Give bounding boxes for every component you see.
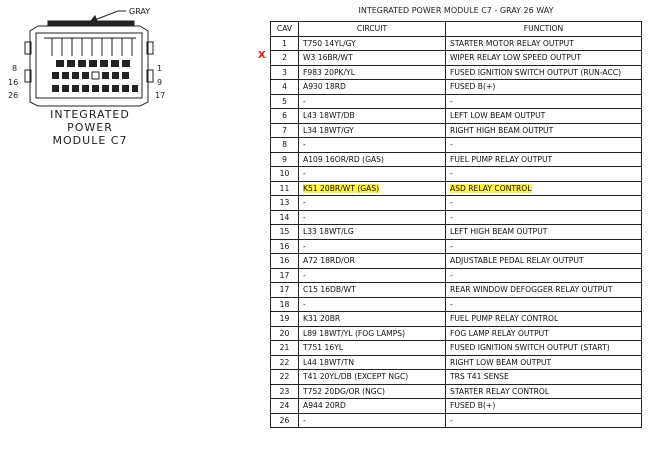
module-name-line-2: POWER (67, 121, 113, 134)
cell-cav (271, 254, 299, 269)
function-text: - (450, 212, 453, 222)
function-text: - (450, 140, 453, 150)
cell-cav (271, 413, 299, 428)
cell-function (446, 225, 642, 240)
circuit-text: L89 18WT/YL (FOG LAMPS) (303, 328, 406, 338)
cell-cav (271, 80, 299, 95)
cell-function (446, 65, 642, 80)
cell-cav (271, 312, 299, 327)
pin-label-16: 16 (8, 78, 19, 87)
function-text: RIGHT LOW BEAM OUTPUT (450, 357, 552, 367)
cell-cav (271, 341, 299, 356)
cav-text: 9 (282, 154, 287, 164)
table-row (271, 196, 642, 211)
color-leader (90, 11, 126, 22)
table-row (271, 109, 642, 124)
table-row (271, 413, 642, 428)
cell-cav (271, 138, 299, 153)
function-text: - (450, 299, 453, 309)
cell-circuit (299, 51, 446, 66)
cell-circuit (299, 109, 446, 124)
function-text: FOG LAMP RELAY OUTPUT (450, 328, 549, 338)
cell-cav (271, 225, 299, 240)
header-cav: CAV (271, 22, 299, 37)
function-text: - (450, 169, 453, 179)
function-text: RIGHT HIGH BEAM OUTPUT (450, 125, 554, 135)
circuit-text: T750 14YL/GY (303, 38, 356, 48)
cell-circuit (299, 254, 446, 269)
cell-function (446, 312, 642, 327)
cell-circuit (299, 225, 446, 240)
circuit-text: A109 16OR/RD (GAS) (303, 154, 384, 164)
cell-cav (271, 181, 299, 196)
table-row (271, 51, 642, 66)
function-text: FUEL PUMP RELAY OUTPUT (450, 154, 553, 164)
cav-text: 5 (282, 96, 287, 106)
table-row (271, 138, 642, 153)
cell-function (446, 370, 642, 385)
circuit-text: F983 20PK/YL (303, 67, 355, 77)
function-text: - (450, 415, 453, 425)
circuit-text: W3 16BR/WT (303, 53, 353, 63)
circuit-text: L43 18WT/DB (303, 111, 355, 121)
header-circuit: CIRCUIT (299, 22, 446, 37)
circuit-text: L34 18WT/GY (303, 125, 354, 135)
cav-text: 21 (279, 343, 290, 353)
pin-label-8: 8 (12, 64, 18, 73)
cell-function (446, 80, 642, 95)
cell-cav (271, 167, 299, 182)
header-function: FUNCTION (446, 22, 642, 37)
function-text: - (450, 270, 453, 280)
cell-cav (271, 399, 299, 414)
function-text: FUSED B(+) (450, 82, 496, 92)
pinout-table (270, 21, 642, 428)
circuit-text: - (303, 198, 306, 208)
cell-circuit (299, 80, 446, 95)
cell-circuit (299, 36, 446, 51)
circuit-text: A944 20RD (303, 401, 346, 411)
table-row (271, 399, 642, 414)
cell-function (446, 51, 642, 66)
function-text: TRS T41 SENSE (450, 372, 509, 382)
table-row (271, 65, 642, 80)
cell-circuit (299, 65, 446, 80)
cell-circuit (299, 94, 446, 109)
cell-function (446, 167, 642, 182)
circuit-text: - (303, 299, 306, 309)
cav-text: 2 (282, 53, 287, 63)
cell-circuit (299, 181, 446, 196)
cell-circuit (299, 138, 446, 153)
cav-text: 14 (279, 212, 290, 222)
cell-cav (271, 109, 299, 124)
cell-circuit (299, 341, 446, 356)
cell-function (446, 399, 642, 414)
cav-text: 4 (282, 82, 287, 92)
table-row (271, 312, 642, 327)
cell-function (446, 384, 642, 399)
table-row (271, 210, 642, 225)
function-text: FUSED B(+) (450, 401, 496, 411)
table-title: INTEGRATED POWER MODULE C7 - GRAY 26 WAY (358, 6, 554, 15)
function-text: - (450, 241, 453, 251)
cav-text: 18 (279, 299, 290, 309)
cell-function (446, 109, 642, 124)
cav-text: 19 (279, 314, 290, 324)
cell-function (446, 297, 642, 312)
table-row (271, 341, 642, 356)
cell-function (446, 341, 642, 356)
cell-cav (271, 51, 299, 66)
function-text: - (450, 198, 453, 208)
circuit-text: - (303, 140, 306, 150)
table-row (271, 181, 642, 196)
function-text: FUEL PUMP RELAY CONTROL (450, 314, 559, 324)
cav-text: 22 (279, 372, 290, 382)
cell-function (446, 355, 642, 370)
pin-label-26: 26 (8, 91, 19, 100)
cav-text: 3 (282, 67, 287, 77)
cell-function (446, 239, 642, 254)
circuit-text: T752 20DG/OR (NGC) (303, 386, 385, 396)
connector-color-label: GRAY (129, 7, 151, 16)
cell-cav (271, 326, 299, 341)
circuit-text: A930 18RD (303, 82, 346, 92)
cell-cav (271, 65, 299, 80)
circuit-text: - (303, 415, 306, 425)
cav-text: 8 (282, 140, 287, 150)
cav-text: 1 (282, 38, 287, 48)
cell-circuit (299, 312, 446, 327)
cell-cav (271, 384, 299, 399)
cell-function (446, 36, 642, 51)
table-row (271, 94, 642, 109)
cell-circuit (299, 152, 446, 167)
cell-function (446, 123, 642, 138)
cell-cav (271, 355, 299, 370)
table-row (271, 36, 642, 51)
cav-text: 16 (279, 256, 290, 266)
table-header-row (271, 22, 642, 37)
cell-function (446, 181, 642, 196)
circuit-text: C15 16DB/WT (303, 285, 356, 295)
circuit-text: - (303, 270, 306, 280)
cell-function (446, 254, 642, 269)
connector-pins (52, 60, 138, 92)
cell-cav (271, 370, 299, 385)
cell-circuit (299, 268, 446, 283)
cell-cav (271, 152, 299, 167)
table-row (271, 268, 642, 283)
cav-text: 23 (279, 386, 290, 396)
cav-text: 15 (279, 227, 290, 237)
cav-text: 24 (279, 401, 290, 411)
circuit-text: K51 20BR/WT (GAS) (303, 183, 380, 193)
table-row (271, 167, 642, 182)
cav-text: 6 (282, 111, 287, 121)
cell-circuit (299, 384, 446, 399)
function-text: LEFT HIGH BEAM OUTPUT (450, 227, 548, 237)
function-text: ADJUSTABLE PEDAL RELAY OUTPUT (450, 256, 584, 266)
cell-function (446, 210, 642, 225)
cell-function (446, 196, 642, 211)
table-row (271, 326, 642, 341)
table-row (271, 355, 642, 370)
cell-circuit (299, 297, 446, 312)
function-text: FUSED IGNITION SWITCH OUTPUT (RUN-ACC) (450, 67, 622, 77)
cav-text: 26 (279, 415, 290, 425)
cell-cav (271, 239, 299, 254)
circuit-text: T41 20YL/DB (EXCEPT NGC) (303, 372, 409, 382)
cell-cav (271, 36, 299, 51)
cav-text: 17 (279, 285, 290, 295)
cell-function (446, 94, 642, 109)
cell-circuit (299, 210, 446, 225)
cell-circuit (299, 370, 446, 385)
circuit-text: K31 20BR (303, 314, 341, 324)
cell-circuit (299, 326, 446, 341)
connector-cavity-lines (44, 38, 136, 56)
module-name-line-3: MODULE C7 (52, 134, 128, 147)
pin-label-1: 1 (157, 64, 163, 73)
red-x-marker: X (258, 50, 266, 61)
function-text: STARTER RELAY CONTROL (450, 386, 550, 396)
module-name-line-1: INTEGRATED (50, 108, 130, 121)
table-row (271, 152, 642, 167)
cav-text: 11 (279, 183, 290, 193)
table-row (271, 297, 642, 312)
circuit-text: L33 18WT/LG (303, 227, 354, 237)
cell-cav (271, 196, 299, 211)
function-text: ASD RELAY CONTROL (450, 183, 532, 193)
table-row (271, 384, 642, 399)
circuit-text: A72 18RD/OR (303, 256, 355, 266)
cav-text: 7 (282, 125, 287, 135)
circuit-text: L44 18WT/TN (303, 357, 354, 367)
cell-function (446, 152, 642, 167)
cell-cav (271, 210, 299, 225)
function-text: - (450, 96, 453, 106)
circuit-text: - (303, 169, 306, 179)
circuit-text: - (303, 96, 306, 106)
cell-function (446, 268, 642, 283)
table-row (271, 283, 642, 298)
cell-circuit (299, 196, 446, 211)
cell-cav (271, 297, 299, 312)
cell-function (446, 413, 642, 428)
cell-circuit (299, 355, 446, 370)
function-text: FUSED IGNITION SWITCH OUTPUT (START) (450, 343, 610, 353)
circuit-text: - (303, 241, 306, 251)
table-row (271, 370, 642, 385)
cell-circuit (299, 283, 446, 298)
cell-cav (271, 123, 299, 138)
table-row (271, 254, 642, 269)
cell-function (446, 326, 642, 341)
pin-label-17: 17 (155, 91, 166, 100)
function-text: STARTER MOTOR RELAY OUTPUT (450, 38, 574, 48)
cell-circuit (299, 413, 446, 428)
cell-function (446, 283, 642, 298)
cell-cav (271, 94, 299, 109)
cell-circuit (299, 399, 446, 414)
cell-cav (271, 283, 299, 298)
table-row (271, 239, 642, 254)
cell-cav (271, 268, 299, 283)
cell-circuit (299, 239, 446, 254)
circuit-text: - (303, 212, 306, 222)
cav-text: 16 (279, 241, 290, 251)
table-row (271, 123, 642, 138)
circuit-text: T751 16YL (303, 343, 344, 353)
table-row (271, 225, 642, 240)
function-text: REAR WINDOW DEFOGGER RELAY OUTPUT (450, 285, 613, 295)
cav-text: 13 (279, 198, 290, 208)
table-row (271, 80, 642, 95)
cav-text: 17 (279, 270, 290, 280)
cav-text: 10 (279, 169, 290, 179)
cav-text: 22 (279, 357, 290, 367)
cell-circuit (299, 167, 446, 182)
pin-label-9: 9 (157, 78, 163, 87)
function-text: WIPER RELAY LOW SPEED OUTPUT (450, 53, 582, 63)
cell-circuit (299, 123, 446, 138)
function-text: LEFT LOW BEAM OUTPUT (450, 111, 546, 121)
cell-function (446, 138, 642, 153)
cav-text: 20 (279, 328, 290, 338)
